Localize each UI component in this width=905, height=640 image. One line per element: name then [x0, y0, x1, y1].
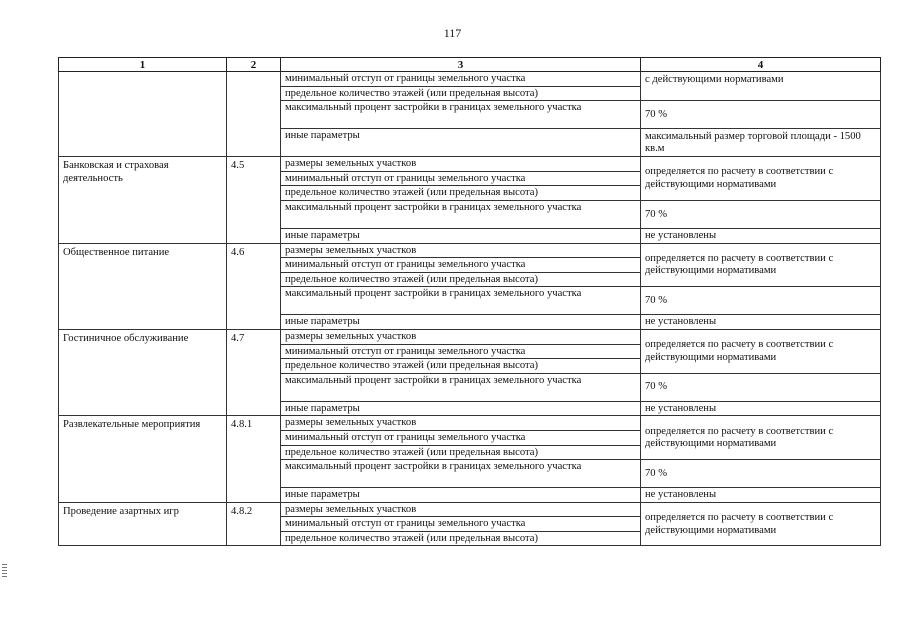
value-cell: определяется по расчету в соответствии с действующими нормативами [641, 502, 881, 546]
activity-name-cell: Проведение азартных игр [59, 502, 227, 546]
parameter-cell: минимальный отступ от границы земельного участка [281, 517, 641, 532]
parameter-cell: максимальный процент застройки в границах земельного участка [281, 373, 641, 401]
parameter-cell: максимальный процент застройки в границах земельного участка [281, 287, 641, 315]
parameter-cell: иные параметры [281, 315, 641, 330]
page-number: 117 [443, 26, 462, 40]
parameter-cell: максимальный процент застройки в границах земельного участка [281, 200, 641, 228]
parameter-cell: минимальный отступ от границы земельного участка [281, 430, 641, 445]
table-row [59, 243, 881, 258]
parameter-cell: иные параметры [281, 129, 641, 157]
value-cell: определяется по расчету в соответствии с действующими нормативами [641, 157, 881, 201]
value-cell: определяется по расчету в соответствии с действующими нормативами [641, 243, 881, 287]
parameter-cell: максимальный процент застройки в границах земельного участка [281, 101, 641, 129]
table-row [59, 157, 881, 172]
value-cell: не установлены [641, 401, 881, 416]
activity-name-cell: Общественное питание [59, 243, 227, 329]
parameter-cell: размеры земельных участков [281, 416, 641, 431]
activity-code-cell: 4.8.1 [227, 416, 281, 502]
table-row [59, 72, 881, 87]
parameter-cell: иные параметры [281, 401, 641, 416]
activity-name-cell [59, 72, 227, 157]
activity-name-cell: Развлекательные мероприятия [59, 416, 227, 502]
activity-name-cell: Гостиничное обслуживание [59, 329, 227, 415]
table-row [59, 502, 881, 517]
value-cell: не установлены [641, 228, 881, 243]
parameter-cell: размеры земельных участков [281, 157, 641, 172]
parameter-cell: размеры земельных участков [281, 329, 641, 344]
parameter-cell: максимальный процент застройки в границах земельного участка [281, 460, 641, 488]
value-cell: 70 % [641, 200, 881, 228]
parameter-cell: минимальный отступ от границы земельного участка [281, 171, 641, 186]
parameter-cell: размеры земельных участков [281, 502, 641, 517]
value-cell: определяется по расчету в соответствии с действующими нормативами [641, 329, 881, 373]
value-cell: с действующими нормативами [641, 72, 881, 101]
parameter-cell: предельное количество этажей (или предельная высота) [281, 531, 641, 546]
column-header-4: 4 [641, 58, 881, 72]
activity-code-cell [227, 72, 281, 157]
parameter-cell: предельное количество этажей (или предельная высота) [281, 359, 641, 374]
table-row [59, 416, 881, 431]
parameter-cell: предельное количество этажей (или предельная высота) [281, 86, 641, 101]
value-cell: определяется по расчету в соответствии с действующими нормативами [641, 416, 881, 460]
parameter-cell: иные параметры [281, 228, 641, 243]
activity-code-cell: 4.7 [227, 329, 281, 415]
parameter-cell: предельное количество этажей (или предельная высота) [281, 445, 641, 460]
table-row [59, 329, 881, 344]
table-header-row [59, 58, 881, 72]
column-header-1: 1 [59, 58, 227, 72]
value-cell: не установлены [641, 315, 881, 330]
value-cell: 70 % [641, 101, 881, 129]
value-cell: не установлены [641, 488, 881, 503]
value-cell: 70 % [641, 373, 881, 401]
value-cell: максимальный размер торговой площади - 1500 кв.м [641, 129, 881, 157]
activity-code-cell: 4.8.2 [227, 502, 281, 546]
activity-code-cell: 4.6 [227, 243, 281, 329]
scan-edge-mark [2, 564, 7, 578]
parameter-cell: минимальный отступ от границы земельного участка [281, 72, 641, 87]
land-use-parameters-table [58, 57, 881, 546]
parameter-cell: иные параметры [281, 488, 641, 503]
value-cell: 70 % [641, 287, 881, 315]
parameter-cell: предельное количество этажей (или предельная высота) [281, 272, 641, 287]
parameter-cell: минимальный отступ от границы земельного участка [281, 258, 641, 273]
parameter-cell: размеры земельных участков [281, 243, 641, 258]
activity-name-cell: Банковская и страховая деятельность [59, 157, 227, 243]
column-header-3: 3 [281, 58, 641, 72]
value-cell: 70 % [641, 460, 881, 488]
parameter-cell: минимальный отступ от границы земельного участка [281, 344, 641, 359]
activity-code-cell: 4.5 [227, 157, 281, 243]
parameter-cell: предельное количество этажей (или предельная высота) [281, 186, 641, 201]
column-header-2: 2 [227, 58, 281, 72]
